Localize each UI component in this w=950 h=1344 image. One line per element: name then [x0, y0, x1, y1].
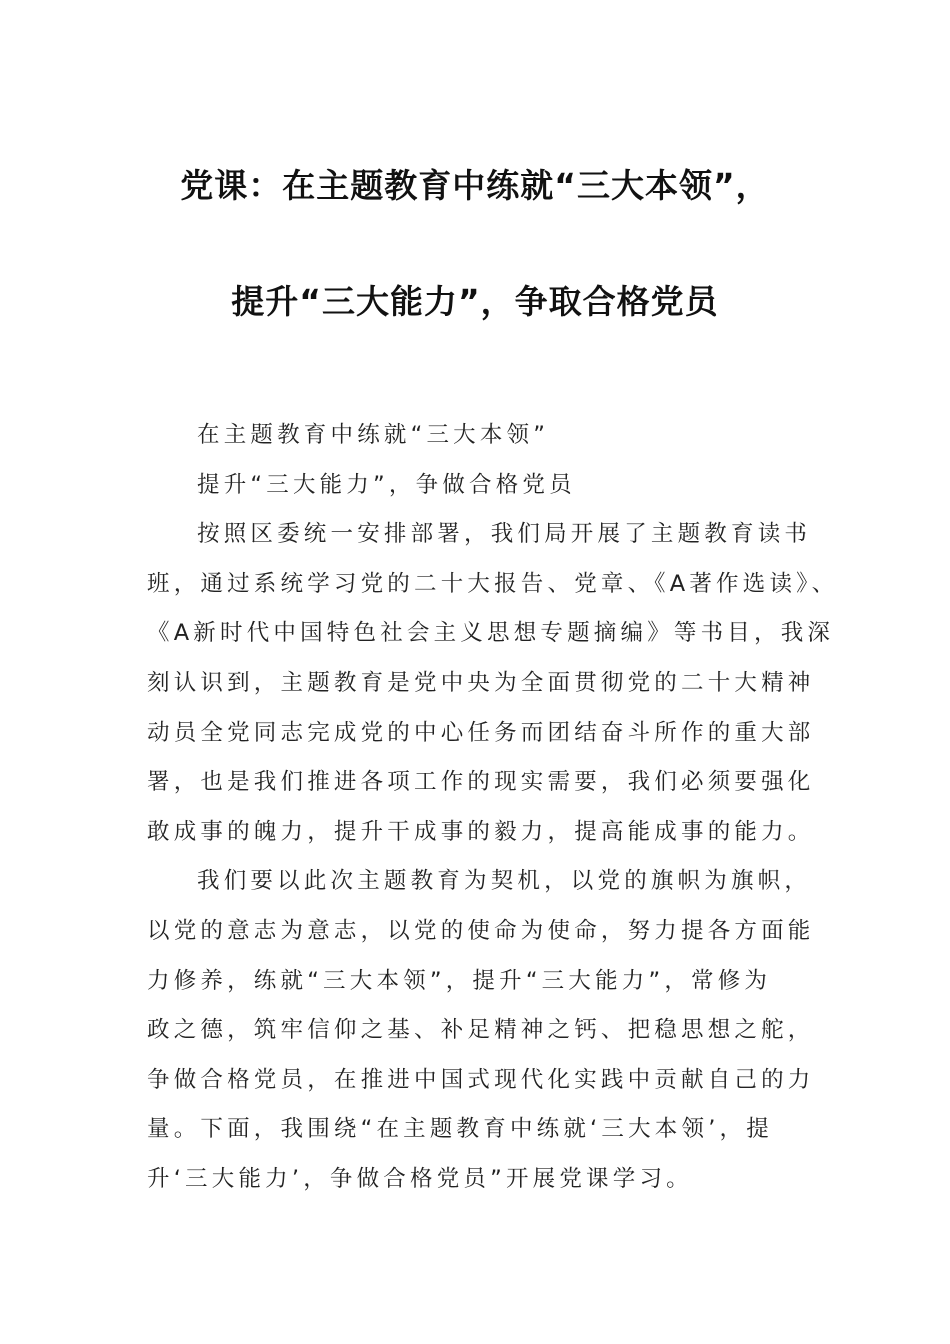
- paragraph-line: 政之德，筑牢信仰之基、补足精神之钙、把稳思想之舵，: [147, 1017, 815, 1044]
- paragraph-1: [147, 510, 839, 857]
- paragraph-line: 按照区委统一安排部署，我们局开展了主题教育读书: [197, 521, 812, 548]
- paragraph-line: 动员全党同志完成党的中心任务而团结奋斗所作的重大部: [147, 719, 815, 746]
- document-body: [147, 411, 839, 1205]
- paragraph-line: 《A新时代中国特色社会主义思想专题摘编》等书目，我深: [147, 620, 835, 647]
- paragraph-line: 力修养，练就“三大本领”，提升“三大能力”，常修为: [147, 967, 772, 994]
- paragraph-line: 班，通过系统学习党的二十大报告、党章、《A著作选读》、: [147, 570, 839, 597]
- paragraph-line: 升‘三大能力’，争做合格党员”开展党课学习。: [147, 1165, 693, 1192]
- subheading-1: 在主题教育中练就“三大本领”: [197, 422, 550, 448]
- paragraph-line: 争做合格党员，在推进中国式现代化实践中贡献自己的力: [147, 1066, 815, 1093]
- paragraph-line: 刻认识到，主题教育是党中央为全面贯彻党的二十大精神: [147, 669, 815, 696]
- document-title-line-1: 党课：在主题教育中练就“三大本领”，: [180, 166, 770, 205]
- paragraph-line: 量。下面，我围绕“在主题教育中练就‘三大本领’，提: [147, 1116, 773, 1143]
- paragraph-line: 以党的意志为意志，以党的使命为使命，努力提各方面能: [147, 917, 815, 944]
- paragraph-line: 我们要以此次主题教育为契机，以党的旗帜为旗帜，: [197, 868, 812, 895]
- subheading-2: 提升“三大能力”，争做合格党员: [197, 471, 576, 498]
- document-title-line-2: 提升“三大能力”，争取合格党员: [231, 282, 719, 321]
- paragraph-line: 署，也是我们推进各项工作的现实需要，我们必须要强化: [147, 769, 815, 796]
- paragraph-2: [147, 857, 815, 1204]
- paragraph-line: 敢成事的魄力，提升干成事的毅力，提高能成事的能力。: [147, 818, 815, 845]
